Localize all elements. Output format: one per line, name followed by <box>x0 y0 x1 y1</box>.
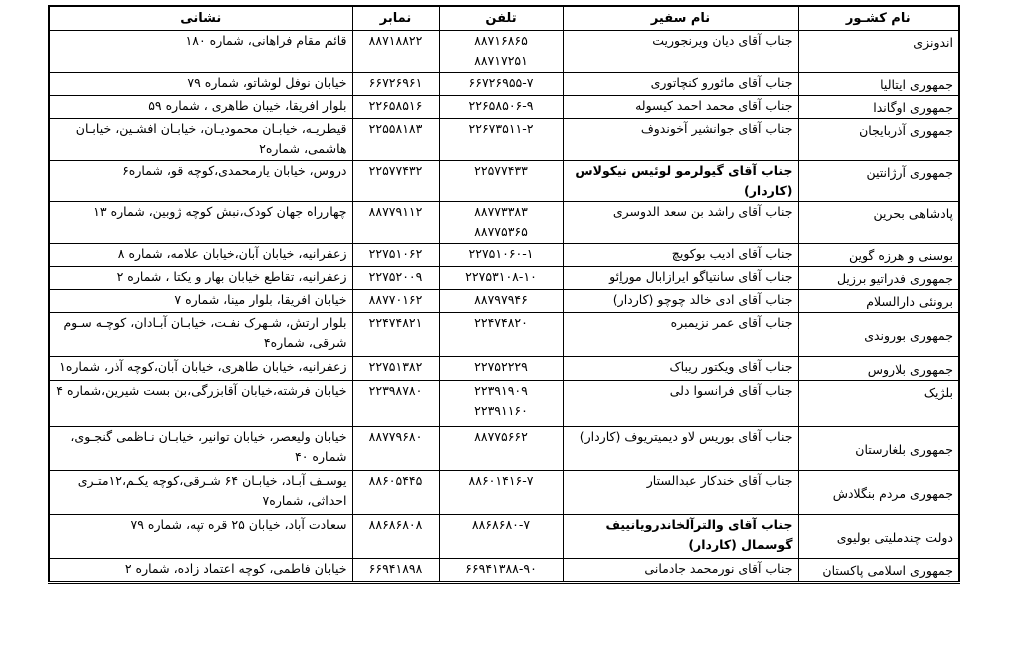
ambassador-cell: جناب آقای محمد احمد کیسوله <box>563 96 798 119</box>
fax-cell: ۲۲۵۷۷۴۳۲ <box>352 161 439 202</box>
ambassador-cell: جناب آقای ادی خالد چوچو (کاردار) <box>563 290 798 313</box>
country-cell: جمهوری اوگاندا <box>798 96 959 119</box>
table-row <box>49 515 959 559</box>
address-cell: خیابان فرشته،خیابان آقابزرگی،بن بست شیرین،شماره ۴ <box>49 381 352 427</box>
address-cell: دروس، خیابان یارمحمدی،کوچه قو، شماره۶ <box>49 161 352 202</box>
fax-cell: ۲۲۷۵۱۳۸۲ <box>352 357 439 381</box>
table-row <box>49 31 959 73</box>
table-row <box>49 202 959 244</box>
ambassador-cell: جناب آقای نورمحمد جادمانی <box>563 559 798 583</box>
country-cell: جمهوری آرژانتین <box>798 161 959 202</box>
country-cell: بلژیک <box>798 381 959 427</box>
fax-cell: ۲۲۴۷۴۸۲۱ <box>352 313 439 357</box>
ambassador-cell: جناب آقای والترآلخاندرویانییف گوسمال (کاردار) <box>563 515 798 559</box>
phone-number: ۸۸۶۰۱۴۱۶-۷ <box>468 473 534 488</box>
fax-cell: ۶۶۹۴۱۸۹۸ <box>352 559 439 583</box>
table-row <box>49 313 959 357</box>
phone-cell <box>439 202 563 244</box>
phone-number: ۲۲۷۵۲۲۲۹ <box>474 359 528 374</box>
fax-cell: ۲۲۶۵۸۵۱۶ <box>352 96 439 119</box>
phone-cell <box>439 427 563 471</box>
phone-number: ۲۲۶۵۸۵۰۶-۹ <box>468 98 534 113</box>
country-cell: جمهوری بلغارستان <box>798 427 959 471</box>
phone-number: ۲۲۴۷۴۸۲۰ <box>474 315 528 330</box>
fax-cell: ۸۸۷۷۹۱۱۲ <box>352 202 439 244</box>
phone-number: ۲۲۶۷۳۵۱۱-۲ <box>468 121 534 136</box>
header-country: نام کشـور <box>798 6 959 31</box>
ambassador-cell: جناب آقای فرانسوا دلی <box>563 381 798 427</box>
table-row <box>49 381 959 427</box>
phone-number: ۲۲۷۵۱۰۶۰-۱ <box>468 246 534 261</box>
ambassador-cell: جناب آقای عمر نزیمبره <box>563 313 798 357</box>
country-cell: جمهوری بلاروس <box>798 357 959 381</box>
ambassador-cell: جناب آقای خندکار عبدالستار <box>563 471 798 515</box>
phone-number: ۲۲۵۷۷۴۳۳ <box>474 163 528 178</box>
phone-cell <box>439 290 563 313</box>
address-cell: زعفرانیه، خیابان آبان،خیابان علامه، شماره ۸ <box>49 244 352 267</box>
table-row <box>49 427 959 471</box>
phone-cell <box>439 267 563 290</box>
ambassador-cell: جناب آقای دیان ویرنجوریت <box>563 31 798 73</box>
fax-cell: ۸۸۶۰۵۴۴۵ <box>352 471 439 515</box>
table-header-row <box>49 6 959 31</box>
address-cell: خیابان ولیعصر، خیابان توانیر، خیابـان نـاظمی گنجـوی، شماره ۴۰ <box>49 427 352 471</box>
address-cell: سعادت آباد، خیابان ۲۵ قره تپه، شماره ۷۹ <box>49 515 352 559</box>
ambassador-cell: جناب آقای مائورو کنچاتوری <box>563 73 798 96</box>
phone-cell <box>439 515 563 559</box>
address-cell: قائم مقام فراهانی، شماره ۱۸۰ <box>49 31 352 73</box>
phone-cell <box>439 471 563 515</box>
table-body <box>49 31 959 583</box>
phone-cell <box>439 96 563 119</box>
phone-number: ۸۸۷۷۳۳۸۳ <box>474 204 528 219</box>
country-cell: جمهوری فدراتیو برزیل <box>798 267 959 290</box>
phone-number: ۲۲۷۵۳۱۰۸-۱۰ <box>465 269 537 284</box>
phone-number: ۸۸۷۷۵۶۶۲ <box>474 429 528 444</box>
phone-number: ۸۸۷۱۷۲۵۱ <box>474 53 528 68</box>
phone-cell <box>439 559 563 583</box>
embassy-list-sheet <box>48 5 958 584</box>
address-cell: قیطریـه، خیابـان محمودیـان، خیابـان افشـین، خیابـان هاشمی، شماره۲ <box>49 119 352 161</box>
table-row <box>49 290 959 313</box>
header-phone: تلفن <box>439 6 563 31</box>
header-address: نشانی <box>49 6 352 31</box>
address-cell: یوسـف آبـاد، خیابـان ۶۴ شـرقی،کوچه یکـم،۱۲متـری احداثی، شماره۷ <box>49 471 352 515</box>
phone-number: ۸۸۷۷۵۳۶۵ <box>474 224 528 239</box>
table-row <box>49 161 959 202</box>
fax-cell: ۸۸۷۱۸۸۲۲ <box>352 31 439 73</box>
header-ambassador: نام سفیر <box>563 6 798 31</box>
table-row <box>49 119 959 161</box>
ambassador-cell: جناب آقای گیولرمو لوئیس نیکولاس (کاردار) <box>563 161 798 202</box>
table-row <box>49 244 959 267</box>
ambassador-cell: جناب آقای سانتیاگو ایرازابال موراِئو <box>563 267 798 290</box>
ambassador-cell: جناب آقای ویکتور ریباک <box>563 357 798 381</box>
phone-cell <box>439 31 563 73</box>
country-cell: جمهوری بوروندی <box>798 313 959 357</box>
table-row <box>49 559 959 583</box>
phone-cell <box>439 357 563 381</box>
phone-number: ۲۲۳۹۱۹۰۹ <box>474 383 528 398</box>
phone-cell <box>439 161 563 202</box>
table-row <box>49 73 959 96</box>
country-cell: پادشاهی بحرین <box>798 202 959 244</box>
address-cell: بلوار ارتش، شـهرک نفـت، خیابـان آبـادان، کوچـه سـوم شرقی، شماره۴ <box>49 313 352 357</box>
phone-cell <box>439 313 563 357</box>
embassy-table <box>48 5 960 584</box>
country-cell: بوسنی و هرزه گوین <box>798 244 959 267</box>
table-row <box>49 471 959 515</box>
phone-cell <box>439 119 563 161</box>
phone-number: ۲۲۳۹۱۱۶۰ <box>474 403 528 418</box>
fax-cell: ۸۸۷۷۹۶۸۰ <box>352 427 439 471</box>
fax-cell: ۸۸۶۸۶۸۰۸ <box>352 515 439 559</box>
country-cell: جمهوری آذربایجان <box>798 119 959 161</box>
phone-number: ۸۸۶۸۶۸۰-۷ <box>471 517 531 532</box>
ambassador-cell: جناب آقای ادیب بوکویچ <box>563 244 798 267</box>
fax-cell: ۲۲۷۵۲۰۰۹ <box>352 267 439 290</box>
phone-cell <box>439 244 563 267</box>
address-cell: خیابان افریقا، بلوار مینا، شماره ۷ <box>49 290 352 313</box>
fax-cell: ۲۲۵۵۸۱۸۳ <box>352 119 439 161</box>
ambassador-cell: جناب آقای بوریس لاو دیمیتریوف (کاردار) <box>563 427 798 471</box>
fax-cell: ۸۸۷۷۰۱۶۲ <box>352 290 439 313</box>
country-cell: جمهوری اسلامی پاکستان <box>798 559 959 583</box>
fax-cell: ۲۲۳۹۸۷۸۰ <box>352 381 439 427</box>
address-cell: زعفرانیه، خیابان طاهری، خیابان آبان،کوچه آذر، شماره۱ <box>49 357 352 381</box>
country-cell: جمهوری ایتالیا <box>798 73 959 96</box>
country-cell: جمهوری مردم بنگلادش <box>798 471 959 515</box>
fax-cell: ۶۶۷۲۶۹۶۱ <box>352 73 439 96</box>
address-cell: بلوار افریقا، خیبان طاهری ، شماره ۵۹ <box>49 96 352 119</box>
phone-cell <box>439 381 563 427</box>
header-fax: نمابر <box>352 6 439 31</box>
table-row <box>49 357 959 381</box>
table-row <box>49 96 959 119</box>
address-cell: خیابان نوفل لوشاتو، شماره ۷۹ <box>49 73 352 96</box>
address-cell: خیابان فاطمی، کوچه اعتماد زاده، شماره ۲ <box>49 559 352 583</box>
ambassador-cell: جناب آقای جوانشیر آخوندوف <box>563 119 798 161</box>
address-cell: چهارراه جهان کودک،نبش کوچه ژوبین، شماره ۱۳ <box>49 202 352 244</box>
country-cell: اندونزی <box>798 31 959 73</box>
phone-number: ۸۸۷۹۷۹۴۶ <box>474 292 528 307</box>
country-cell: برونئی دارالسلام <box>798 290 959 313</box>
address-cell: زعفرانیه، تقاطع خیابان بهار و یکتا ، شماره ۲ <box>49 267 352 290</box>
ambassador-cell: جناب آقای راشد بن سعد الدوسری <box>563 202 798 244</box>
phone-number: ۶۶۷۲۶۹۵۵-۷ <box>468 75 534 90</box>
fax-cell: ۲۲۷۵۱۰۶۲ <box>352 244 439 267</box>
phone-number: ۶۶۹۴۱۳۸۸-۹۰ <box>465 561 537 576</box>
country-cell: دولت چندملیتی بولیوی <box>798 515 959 559</box>
phone-cell <box>439 73 563 96</box>
table-row <box>49 267 959 290</box>
phone-number: ۸۸۷۱۶۸۶۵ <box>474 33 528 48</box>
